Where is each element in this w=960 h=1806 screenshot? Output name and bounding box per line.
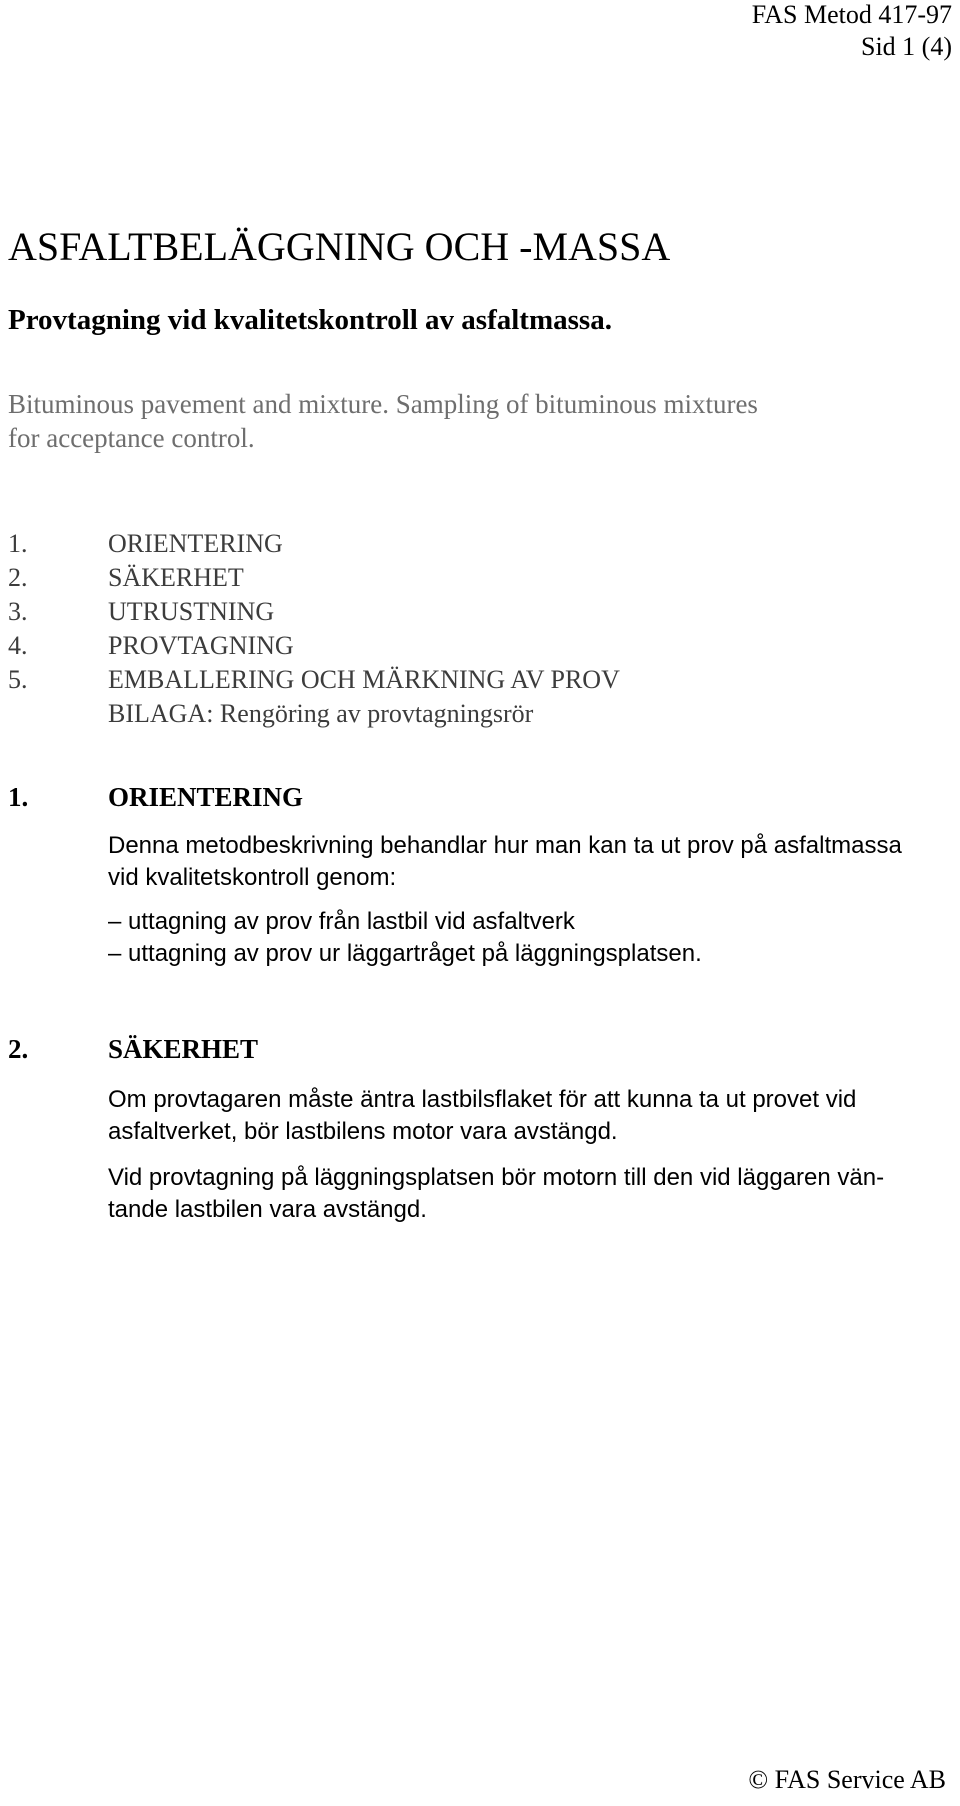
copyright-footer: © FAS Service AB (748, 1765, 946, 1794)
section-title: ORIENTERING (108, 782, 304, 812)
paragraph-line: asfaltverket, bör lastbilens motor vara avstängd. (108, 1118, 618, 1145)
toc-item-number: 5. (8, 665, 28, 694)
toc-item-appendix (8, 698, 908, 730)
page-number: Sid 1 (4) (861, 32, 952, 61)
toc-item-number: 2. (8, 563, 28, 592)
toc-item-label: UTRUSTNING (108, 597, 275, 626)
section-title: SÄKERHET (108, 1034, 259, 1064)
toc-item-label: BILAGA: Rengöring av provtagningsrör (108, 699, 534, 728)
method-number: FAS Metod 417-97 (751, 0, 952, 29)
document-title: ASFALTBELÄGGNING OCH -MASSA (8, 224, 671, 269)
toc-item-label: PROVTAGNING (108, 631, 294, 660)
english-title-line-2: for acceptance control. (8, 423, 255, 453)
paragraph-line: Vid provtagning på läggningsplatsen bör motorn till den vid läggaren vän- (108, 1164, 885, 1191)
section-number: 1. (8, 782, 29, 812)
toc-item (8, 562, 908, 594)
toc-item-number: 3. (8, 597, 28, 626)
paragraph-line: Denna metodbeskrivning behandlar hur man kan ta ut prov på asfaltmassa (108, 832, 902, 859)
toc-item-label: ORIENTERING (108, 529, 283, 558)
toc-item (8, 664, 908, 696)
english-title-line-1: Bituminous pavement and mixture. Sampling of bituminous mixtures (8, 389, 758, 419)
paragraph-line: Om provtagaren måste äntra lastbilsflaket för att kunna ta ut provet vid (108, 1086, 857, 1113)
toc-item (8, 528, 908, 560)
document-subtitle: Provtagning vid kvalitetskontroll av asfaltmassa. (8, 304, 612, 336)
section-number: 2. (8, 1034, 29, 1064)
list-item: – uttagning av prov ur läggartråget på läggningsplatsen. (108, 940, 702, 967)
toc-item-number: 4. (8, 631, 28, 660)
paragraph-line: tande lastbilen vara avstängd. (108, 1196, 427, 1223)
list-item: – uttagning av prov från lastbil vid asfaltverk (108, 908, 575, 935)
toc-item-label: SÄKERHET (108, 563, 244, 592)
toc-item-number: 1. (8, 529, 28, 558)
paragraph-line: vid kvalitetskontroll genom: (108, 864, 397, 891)
toc-item (8, 630, 908, 662)
toc-item (8, 596, 908, 628)
toc-item-label: EMBALLERING OCH MÄRKNING AV PROV (108, 665, 620, 694)
